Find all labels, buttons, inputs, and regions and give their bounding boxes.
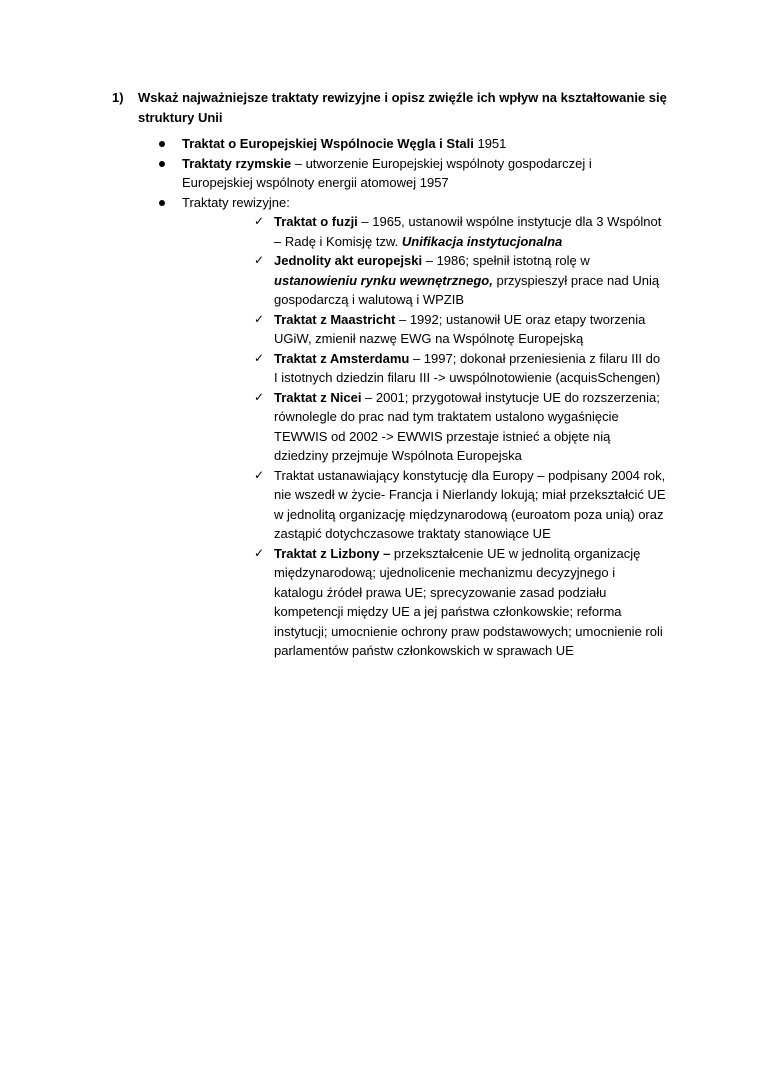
treaty-item-single-act — [254, 251, 666, 310]
check-icon: ✓ — [254, 214, 265, 228]
check-icon: ✓ — [254, 389, 265, 404]
treaty-item-maastricht — [254, 310, 666, 349]
check-icon: ✓ — [254, 350, 265, 365]
bullet-title: Traktaty rzymskie — [182, 155, 292, 171]
question-block — [112, 88, 672, 661]
treaty-item-constitution — [254, 466, 666, 544]
question-text: Wskaż najważniejsze traktaty rewizyjne i opisz zwięźle ich wpływ na kształtowanie się struktury Unii — [138, 90, 667, 125]
treaty-text-tail: przyspieszył prace nad Unią gospodarczą i walutową i WPZIB — [274, 272, 660, 307]
treaty-title: Traktat o fuzji — [274, 214, 358, 229]
bullet-text: Traktaty rewizyjne: — [182, 194, 290, 210]
bullet-text: 1951 — [473, 136, 507, 151]
check-icon: ✓ — [254, 545, 265, 560]
treaty-text: Traktat ustanawiający konstytucję dla Europy – podpisany 2004 rok, nie wszedł w życie- Francja i Nierlandy lokują; miał przekształcić UE w jednolitą organizację międzynarodową (euroatom poza unią) oraz zastąpić dotychczasowe traktaty stanowiące UE — [274, 467, 666, 541]
treaty-emphasis: Unifikacja instytucjonalna — [401, 233, 563, 249]
question-number: 1) — [112, 90, 124, 105]
treaty-item-fusion — [254, 212, 666, 251]
check-icon: ✓ — [254, 467, 265, 482]
treaty-text: przekształcenie UE w jednolitą organizację międzynarodową; ujednolicenie mechanizmu decyzyjnego i katalogu źródeł prawa UE; sprecyzowanie zasad podziału kompetencji między UE a jej państwa członkowskie; reforma instytucji; umocnienie ochrony praw podstawowych; umocnienie roli parlamentów państw członkowskich w sprawach UE — [274, 545, 663, 658]
check-icon: ✓ — [254, 253, 265, 267]
treaty-title: Traktat z Amsterdamu — [274, 350, 410, 366]
treaty-item-nice — [254, 388, 666, 466]
bullet-title: Traktat o Europejskiej Wspólnocie Węgla i Stali — [182, 136, 474, 151]
bullet-item-rome — [156, 154, 646, 193]
treaty-text: – 1997; dokonał przeniesienia z filaru III do I istotnych dziedzin filaru III -> uwspólnotowienie (acquisSchengen) — [274, 350, 661, 385]
check-icon: ✓ — [254, 311, 265, 326]
treaty-emphasis: ustanowieniu rynku wewnętrznego, — [274, 272, 493, 288]
treaty-title: Jednolity akt europejski — [274, 253, 423, 268]
bullet-list — [112, 134, 666, 661]
treaty-list — [182, 212, 666, 661]
bullet-item-ewwis — [156, 134, 646, 154]
treaty-item-lisbon — [254, 544, 666, 661]
bullet-text: – utworzenie Europejskiej wspólnoty gospodarczej i Europejskiej wspólnoty energii atomowej 1957 — [182, 155, 592, 190]
treaty-text: – 1992; ustanowił UE oraz etapy tworzenia UGiW, zmienił nazwę EWG na Wspólnotę Europejską — [274, 311, 646, 346]
treaty-title: Traktat z Lizbony – — [274, 545, 391, 561]
bullet-item-revision — [156, 193, 666, 661]
treaty-text: – 1965, ustanowił wspólne instytucje dla 3 Wspólnot – Radę i Komisję tzw. — [274, 214, 662, 249]
treaty-text: – 1986; spełnił istotną rolę w — [422, 253, 590, 268]
treaty-title: Traktat z Maastricht — [274, 311, 396, 327]
treaty-title: Traktat z Nicei — [274, 389, 362, 405]
treaty-item-amsterdam — [254, 349, 666, 388]
treaty-text: – 2001; przygotował instytucje UE do rozszerzenia; równolegle do prac nad tym traktatem ustalono wygaśnięcie TEWWIS od 2002 -> EWWIS przestaje istnieć a objęte nią dziedziny przejmuje Wspólnota Europejska — [274, 389, 660, 463]
question-heading — [112, 88, 672, 127]
